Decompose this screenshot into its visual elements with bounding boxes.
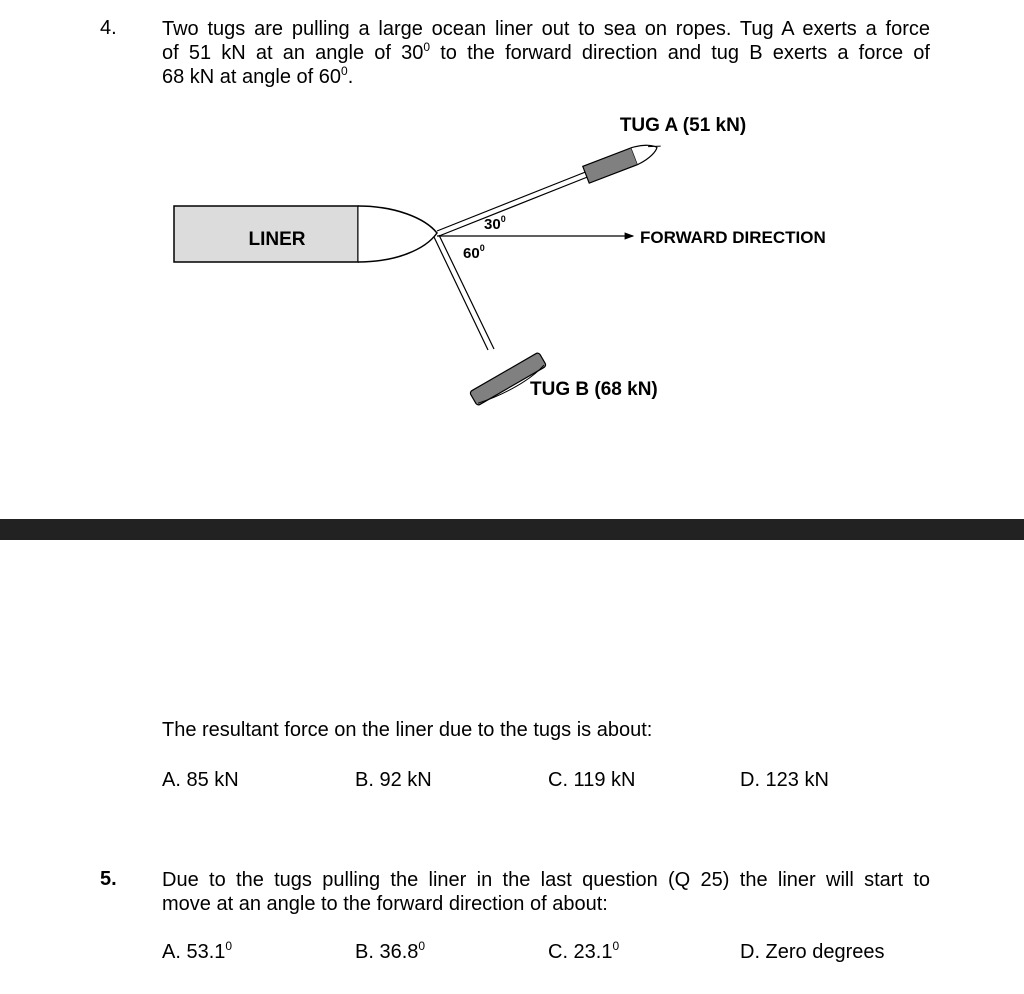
angle-b-label: $60^0$ xyxy=(463,243,485,262)
tug-a-label: TUG A (51 kN) xyxy=(619,115,747,136)
q4-line3-part1: 68 kN at angle of 60 xyxy=(162,66,342,88)
q4-option-b: B. 92 kN xyxy=(355,769,432,791)
tug-a-boat xyxy=(583,138,664,183)
q5-option-c xyxy=(548,941,619,964)
q4-line3-part2: . xyxy=(347,66,354,88)
degree-mark: 0 xyxy=(418,939,426,953)
degree-mark: 0 xyxy=(612,939,620,953)
q4-option-a: A. 85 kN xyxy=(162,769,239,791)
q4-line2-part2: to the forward direction and tug B exerts a force of xyxy=(430,42,930,64)
angle-a-label: $30^0$ xyxy=(484,214,506,233)
q5-option-b-text: B. 36.8 xyxy=(355,941,419,963)
forward-direction-label: FORWARD DIRECTION xyxy=(640,228,826,247)
q5-option-c-text: C. 23.1 xyxy=(548,941,613,963)
q4-option-c: C. 119 kN xyxy=(548,769,636,791)
degree-mark: 0 xyxy=(423,40,431,54)
question-4-number: 4. xyxy=(100,17,117,39)
q5-option-b xyxy=(355,941,425,964)
liner-label: LINER xyxy=(248,229,306,250)
question-5-line-1: Due to the tugs pulling the liner in the last question (Q 25) the liner will start to xyxy=(162,869,930,891)
question-5-number: 5. xyxy=(100,868,117,890)
rope-tug-a xyxy=(437,171,590,236)
q5-option-d xyxy=(740,941,885,964)
question-5-line-2: move at an angle to the forward direction of about: xyxy=(162,893,608,915)
page-divider xyxy=(0,519,1024,540)
q4-option-d: D. 123 kN xyxy=(740,769,829,791)
question-4-line-1: Two tugs are pulling a large ocean liner out to sea on ropes. Tug A exerts a force xyxy=(162,18,930,40)
q4-line2-part1: of 51 kN at an angle of 30 xyxy=(162,42,424,64)
degree-mark: 0 xyxy=(225,939,233,953)
liner-bow xyxy=(358,206,437,262)
liner-ship xyxy=(174,206,437,262)
q5-option-a xyxy=(162,941,232,964)
degree-mark: 0 xyxy=(341,64,348,78)
q5-option-d-text: D. Zero degrees xyxy=(740,941,885,963)
question-5-text xyxy=(162,868,930,916)
question-4-prompt: The resultant force on the liner due to the tugs is about: xyxy=(162,719,653,741)
q5-option-a-text: A. 53.1 xyxy=(162,941,226,963)
tug-b-label: TUG B (68 kN) xyxy=(530,379,658,400)
